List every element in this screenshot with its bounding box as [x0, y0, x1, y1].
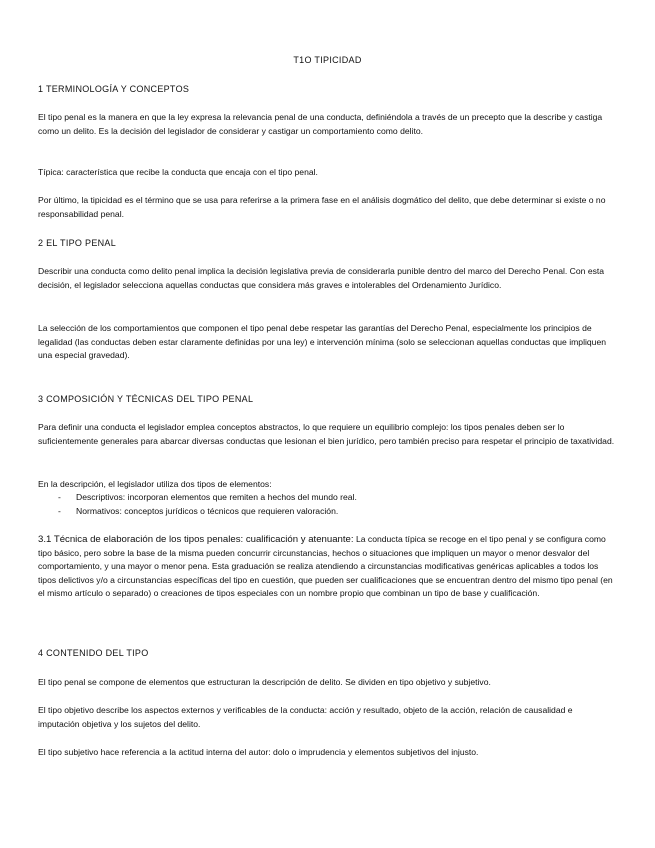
- section-1-paragraph-1: El tipo penal es la manera en que la ley expresa la relevancia penal de una conducta, definiéndola a través de un precepto que la describe y castiga como un delito. Es la decisión del legislador de considerar y castigar un comportamiento como delito.: [38, 112, 603, 136]
- section-2-heading: 2 EL TIPO PENAL: [38, 238, 117, 248]
- section-2-paragraph-2: La selección de los comportamientos que componen el tipo penal debe respetar las garantías del Derecho Penal, especialmente los principios de legalidad (las conductas deben estar claramente definidas por una ley) e intervención mínima (solo se seleccionan aquellas conductas que impliquen una especial gravedad).: [38, 323, 607, 360]
- section-1-paragraph-2: Típica: característica que recibe la conducta que encaja con el tipo penal.: [38, 167, 318, 177]
- section-2-paragraph-1: Describir una conducta como delito penal implica la decisión legislativa previa de considerarla punible dentro del marco del Derecho Penal. Con esta decisión, el legislador selecciona aquellas conductas que considera más graves e intolerables del Ordenamiento Jurídico.: [38, 266, 605, 290]
- section-3-1-text: La conducta típica se recoge en el tipo penal y se configura como tipo básico, pero sobre la base de la misma pueden concurrir circunstancias, hechos o situaciones que impliquen un mayor o menor desvalor del comportamiento, y una mayor o menor pena. Esta graduación se realiza atendiendo a circunstancias modificativas genéricas aplicables a todos los tipos delictivos y/o a circunstancias específicas del tipo en cuestión, que pueden ser cualificaciones que se encuentran dentro del mismo tipo penal (en el mismo artículo o separado) o creaciones de tipos especiales con un nombre propio que combinan un tipo de base y cualificación.: [38, 534, 613, 598]
- section-3-1-heading: 3.1 Técnica de elaboración de los tipos penales: cualificación y atenuante:: [38, 534, 354, 545]
- elements-list: [38, 491, 616, 518]
- section-3-paragraph-2: En la descripción, el legislador utiliza dos tipos de elementos:: [38, 479, 272, 489]
- section-1-heading: 1 TERMINOLOGÍA Y CONCEPTOS: [38, 84, 190, 94]
- section-3-1-paragraph: [38, 533, 616, 601]
- list-item: - Descriptivos: incorporan elementos que remiten a hechos del mundo real.: [38, 491, 616, 505]
- section-1-paragraph-3: Por último, la tipicidad es el término que se usa para referirse a la primera fase en el análisis dogmático del delito, que debe determinar si existe o no responsabilidad penal.: [38, 195, 606, 219]
- section-3-heading: 3 COMPOSICIÓN Y TÉCNICAS DEL TIPO PENAL: [38, 394, 254, 404]
- list-item: - Normativos: conceptos jurídicos o técnicos que requieren valoración.: [38, 505, 616, 519]
- section-4-paragraph-2: El tipo objetivo describe los aspectos externos y verificables de la conducta: acción y resultado, objeto de la acción, relación de causalidad e imputación objetiva y los sujetos del delito.: [38, 705, 573, 729]
- document-title: T1O TIPICIDAD: [293, 55, 362, 65]
- section-3-paragraph-1: Para definir una conducta el legislador emplea conceptos abstractos, lo que requiere un equilibrio complejo: los tipos penales deben ser lo suficientemente generales para abarcar diversas conductas que lesionan el bien jurídico, pero también preciso para respetar el principio de taxatividad.: [38, 422, 615, 446]
- section-4-heading: 4 CONTENIDO DEL TIPO: [38, 648, 149, 658]
- section-4-paragraph-1: El tipo penal se compone de elementos que estructuran la descripción de delito. Se dividen en tipo objetivo y subjetivo.: [38, 677, 491, 687]
- section-4-paragraph-3: El tipo subjetivo hace referencia a la actitud interna del autor: dolo o imprudencia y elementos subjetivos del injusto.: [38, 747, 479, 757]
